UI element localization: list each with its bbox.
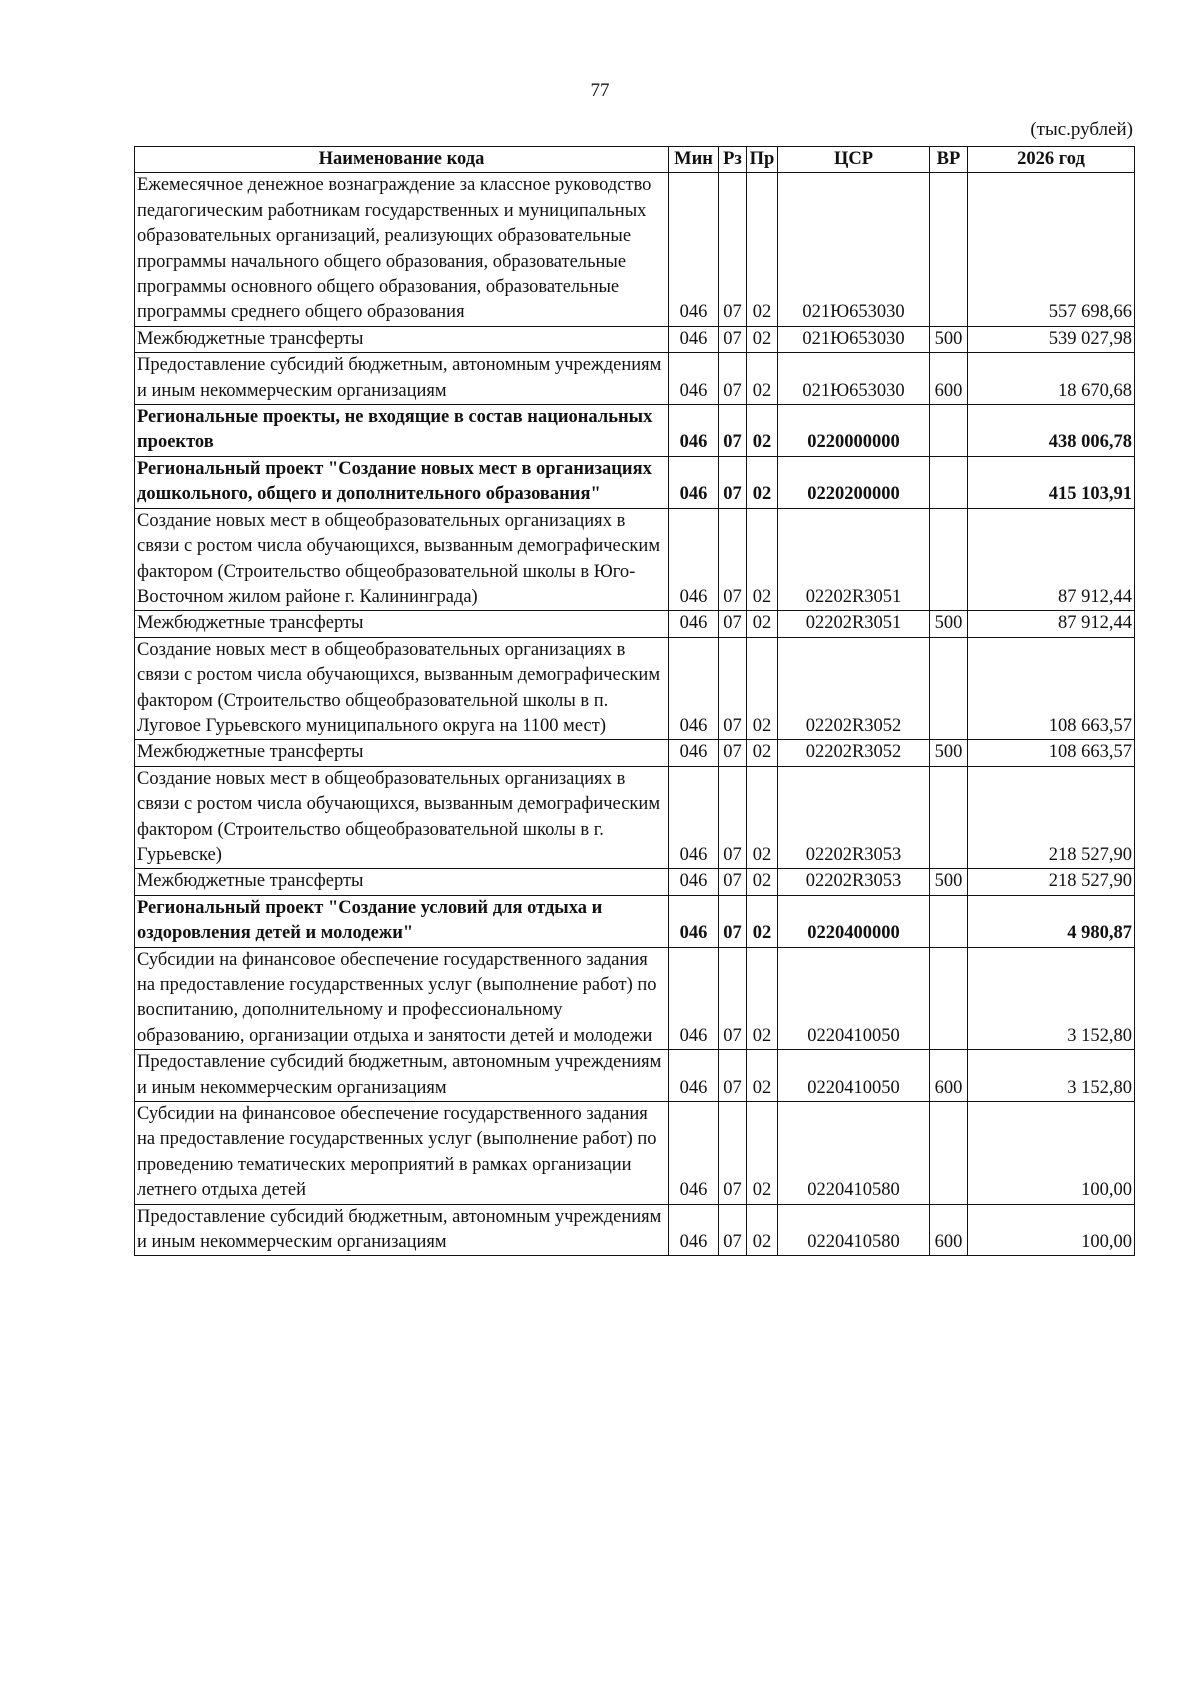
cell-pr: 02 xyxy=(747,1050,778,1102)
cell-amount: 415 103,91 xyxy=(968,456,1135,508)
cell-pr: 02 xyxy=(747,1102,778,1205)
cell-pr: 02 xyxy=(747,740,778,766)
cell-csr: 0220410580 xyxy=(778,1204,930,1256)
table-header-row xyxy=(135,147,1135,173)
cell-rz: 07 xyxy=(719,353,747,405)
cell-amount: 218 527,90 xyxy=(968,869,1135,895)
table-row xyxy=(135,173,1135,326)
cell-rz: 07 xyxy=(719,766,747,869)
cell-min: 046 xyxy=(669,1204,719,1256)
cell-min: 046 xyxy=(669,173,719,326)
cell-amount: 108 663,57 xyxy=(968,637,1135,740)
table-body xyxy=(135,173,1135,1256)
cell-amount: 4 980,87 xyxy=(968,895,1135,947)
cell-min: 046 xyxy=(669,947,719,1050)
cell-rz: 07 xyxy=(719,637,747,740)
cell-amount: 87 912,44 xyxy=(968,508,1135,611)
cell-csr: 02202R3051 xyxy=(778,508,930,611)
cell-rz: 07 xyxy=(719,326,747,352)
cell-vr xyxy=(930,895,968,947)
cell-vr xyxy=(930,173,968,326)
cell-amount: 18 670,68 xyxy=(968,353,1135,405)
table-row xyxy=(135,1204,1135,1256)
cell-pr: 02 xyxy=(747,405,778,457)
cell-name: Межбюджетные трансферты xyxy=(135,611,669,637)
table-row xyxy=(135,611,1135,637)
cell-csr: 02202R3052 xyxy=(778,637,930,740)
cell-vr xyxy=(930,1102,968,1205)
table-row xyxy=(135,740,1135,766)
cell-min: 046 xyxy=(669,766,719,869)
cell-amount: 108 663,57 xyxy=(968,740,1135,766)
cell-min: 046 xyxy=(669,611,719,637)
header-rz: Рз xyxy=(719,147,747,173)
cell-pr: 02 xyxy=(747,353,778,405)
cell-pr: 02 xyxy=(747,173,778,326)
table-row xyxy=(135,637,1135,740)
table-row xyxy=(135,456,1135,508)
budget-table xyxy=(134,146,1135,1256)
cell-csr: 021Ю653030 xyxy=(778,353,930,405)
cell-pr: 02 xyxy=(747,947,778,1050)
cell-pr: 02 xyxy=(747,456,778,508)
cell-rz: 07 xyxy=(719,1102,747,1205)
cell-vr xyxy=(930,405,968,457)
cell-pr: 02 xyxy=(747,611,778,637)
cell-vr: 600 xyxy=(930,1050,968,1102)
cell-name: Межбюджетные трансферты xyxy=(135,740,669,766)
cell-min: 046 xyxy=(669,740,719,766)
cell-pr: 02 xyxy=(747,869,778,895)
page-number: 77 xyxy=(590,80,610,101)
cell-amount: 218 527,90 xyxy=(968,766,1135,869)
table-row xyxy=(135,947,1135,1050)
cell-vr: 600 xyxy=(930,1204,968,1256)
cell-pr: 02 xyxy=(747,637,778,740)
cell-csr: 0220410050 xyxy=(778,1050,930,1102)
cell-csr: 02202R3052 xyxy=(778,740,930,766)
header-pr: Пр xyxy=(747,147,778,173)
cell-min: 046 xyxy=(669,326,719,352)
table-row xyxy=(135,405,1135,457)
cell-rz: 07 xyxy=(719,947,747,1050)
cell-name: Субсидии на финансовое обеспечение государственного задания на предоставление государственных услуг (выполнение работ) по воспитанию, дополнительному и профессиональному образованию, организации отдыха и занятости детей и молодежи xyxy=(135,947,669,1050)
cell-rz: 07 xyxy=(719,740,747,766)
cell-amount: 3 152,80 xyxy=(968,947,1135,1050)
cell-pr: 02 xyxy=(747,766,778,869)
cell-amount: 87 912,44 xyxy=(968,611,1135,637)
cell-name: Межбюджетные трансферты xyxy=(135,326,669,352)
cell-amount: 539 027,98 xyxy=(968,326,1135,352)
header-year: 2026 год xyxy=(968,147,1135,173)
cell-rz: 07 xyxy=(719,508,747,611)
table-row xyxy=(135,508,1135,611)
cell-rz: 07 xyxy=(719,895,747,947)
table-row xyxy=(135,326,1135,352)
cell-pr: 02 xyxy=(747,1204,778,1256)
cell-min: 046 xyxy=(669,869,719,895)
header-min: Мин xyxy=(669,147,719,173)
cell-pr: 02 xyxy=(747,895,778,947)
cell-rz: 07 xyxy=(719,1204,747,1256)
cell-pr: 02 xyxy=(747,508,778,611)
cell-vr: 500 xyxy=(930,869,968,895)
cell-name: Региональные проекты, не входящие в состав национальных проектов xyxy=(135,405,669,457)
cell-vr: 500 xyxy=(930,740,968,766)
cell-vr: 600 xyxy=(930,353,968,405)
header-csr: ЦСР xyxy=(778,147,930,173)
cell-name: Субсидии на финансовое обеспечение государственного задания на предоставление государственных услуг (выполнение работ) по проведению тематических мероприятий в рамках организации летнего отдыха детей xyxy=(135,1102,669,1205)
cell-rz: 07 xyxy=(719,456,747,508)
cell-min: 046 xyxy=(669,508,719,611)
cell-csr: 02202R3053 xyxy=(778,766,930,869)
cell-name: Предоставление субсидий бюджетным, автономным учреждениям и иным некоммерческим организациям xyxy=(135,353,669,405)
header-name: Наименование кода xyxy=(135,147,669,173)
cell-csr: 02202R3051 xyxy=(778,611,930,637)
table-row xyxy=(135,766,1135,869)
cell-min: 046 xyxy=(669,456,719,508)
cell-csr: 0220400000 xyxy=(778,895,930,947)
header-vr: ВР xyxy=(930,147,968,173)
cell-name: Создание новых мест в общеобразовательных организациях в связи с ростом числа обучающихся, вызванным демографическим фактором (Строительство общеобразовательной школы в г. Гурьевске) xyxy=(135,766,669,869)
cell-name: Ежемесячное денежное вознаграждение за классное руководство педагогическим работникам государственных и муниципальных образовательных организаций, реализующих образовательные программы начального общего образования, образовательные программы основного общего образования, образовательные программы среднего общего образования xyxy=(135,173,669,326)
cell-min: 046 xyxy=(669,353,719,405)
cell-name: Предоставление субсидий бюджетным, автономным учреждениям и иным некоммерческим организациям xyxy=(135,1204,669,1256)
cell-vr xyxy=(930,766,968,869)
cell-name: Региональный проект "Создание новых мест в организациях дошкольного, общего и дополнительного образования" xyxy=(135,456,669,508)
cell-csr: 0220000000 xyxy=(778,405,930,457)
cell-vr: 500 xyxy=(930,326,968,352)
cell-csr: 02202R3053 xyxy=(778,869,930,895)
cell-vr xyxy=(930,637,968,740)
cell-name: Предоставление субсидий бюджетным, автономным учреждениям и иным некоммерческим организациям xyxy=(135,1050,669,1102)
cell-amount: 3 152,80 xyxy=(968,1050,1135,1102)
cell-min: 046 xyxy=(669,1102,719,1205)
cell-amount: 438 006,78 xyxy=(968,405,1135,457)
cell-name: Региональный проект "Создание условий для отдыха и оздоровления детей и молодежи" xyxy=(135,895,669,947)
cell-vr xyxy=(930,947,968,1050)
table-row xyxy=(135,869,1135,895)
cell-rz: 07 xyxy=(719,1050,747,1102)
cell-rz: 07 xyxy=(719,173,747,326)
cell-rz: 07 xyxy=(719,611,747,637)
cell-name: Создание новых мест в общеобразовательных организациях в связи с ростом числа обучающихся, вызванным демографическим фактором (Строительство общеобразовательной школы в Юго-Восточном жилом районе г. Калининграда) xyxy=(135,508,669,611)
cell-csr: 021Ю653030 xyxy=(778,326,930,352)
cell-vr xyxy=(930,508,968,611)
table-row xyxy=(135,353,1135,405)
cell-amount: 557 698,66 xyxy=(968,173,1135,326)
cell-amount: 100,00 xyxy=(968,1102,1135,1205)
cell-csr: 0220410050 xyxy=(778,947,930,1050)
cell-rz: 07 xyxy=(719,405,747,457)
cell-csr: 021Ю653030 xyxy=(778,173,930,326)
table-row xyxy=(135,1050,1135,1102)
cell-amount: 100,00 xyxy=(968,1204,1135,1256)
cell-min: 046 xyxy=(669,1050,719,1102)
cell-vr xyxy=(930,456,968,508)
cell-csr: 0220200000 xyxy=(778,456,930,508)
cell-pr: 02 xyxy=(747,326,778,352)
cell-min: 046 xyxy=(669,637,719,740)
unit-label: (тыс.рублей) xyxy=(1030,119,1133,140)
cell-min: 046 xyxy=(669,405,719,457)
table-row xyxy=(135,1102,1135,1205)
cell-vr: 500 xyxy=(930,611,968,637)
table-row xyxy=(135,895,1135,947)
cell-name: Создание новых мест в общеобразовательных организациях в связи с ростом числа обучающихся, вызванным демографическим фактором (Строительство общеобразовательной школы в п. Луговое Гурьевского муниципального округа на 1100 мест) xyxy=(135,637,669,740)
cell-name: Межбюджетные трансферты xyxy=(135,869,669,895)
cell-min: 046 xyxy=(669,895,719,947)
cell-rz: 07 xyxy=(719,869,747,895)
cell-csr: 0220410580 xyxy=(778,1102,930,1205)
